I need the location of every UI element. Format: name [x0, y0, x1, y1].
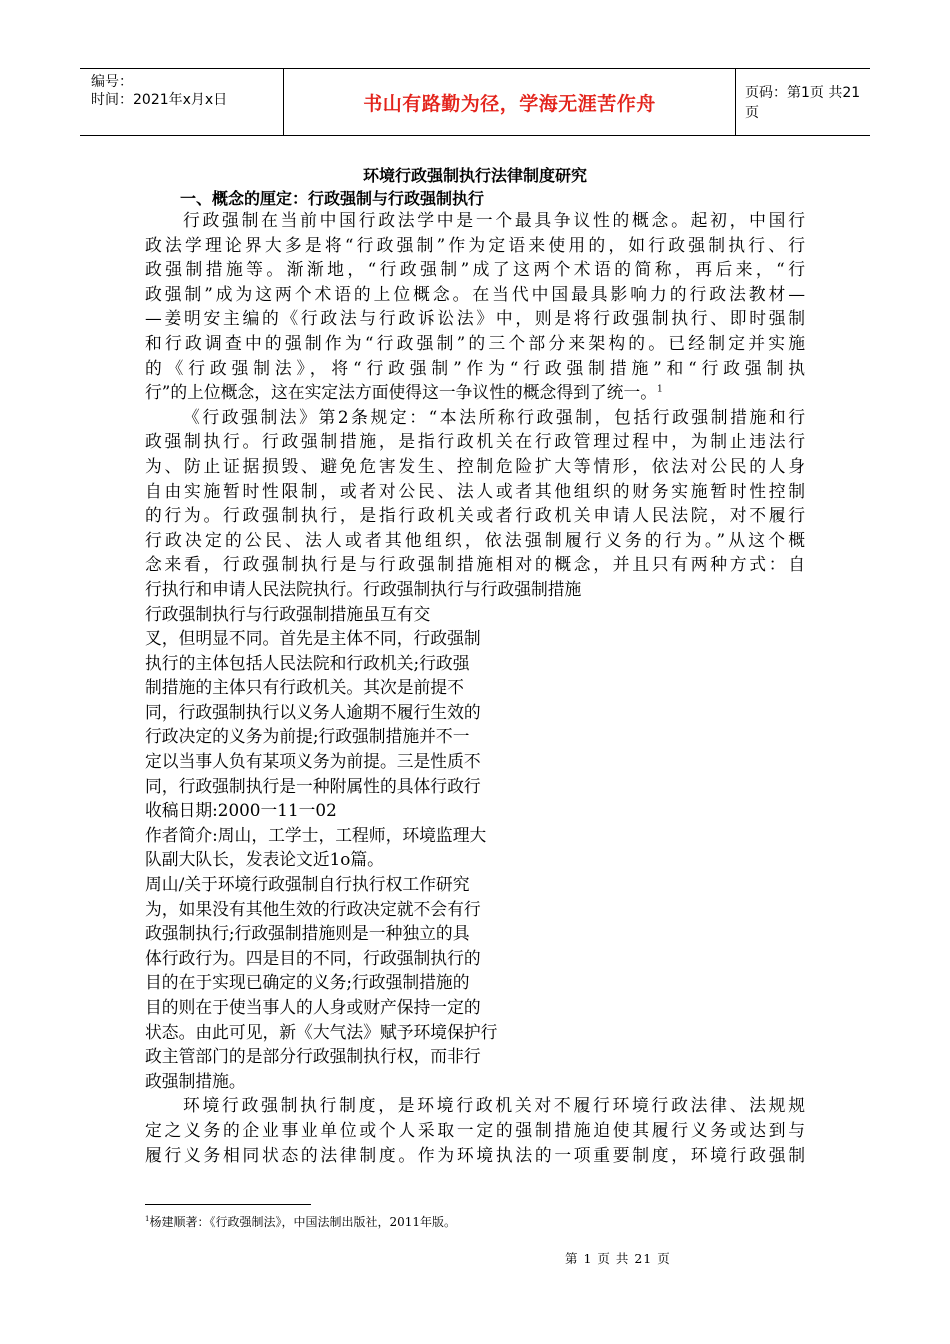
text-line-last — [145, 380, 805, 405]
header-motto-cell — [284, 69, 736, 135]
text-line: 念来看，行政强制执行是与行政强制措施相对的概念，并且只有两种方式：自 — [145, 554, 805, 575]
text-line: 政主管部门的是部分行政强制执行权，而非行 — [145, 1046, 481, 1067]
page-info: 页码：第1页 共21页 — [745, 85, 861, 121]
text-line: 同，行政强制执行以义务人逾期不履行生效的 — [145, 701, 481, 722]
text-line: 为、防止证据损毁、避免危害发生、控制危险扩大等情形，依法对公民的人身 — [145, 455, 805, 476]
document-title: 环境行政强制执行法律制度研究 — [362, 166, 587, 185]
text-line: 自由实施暂时性限制，或者对公民、法人或者其他组织的财务实施暂时性控制 — [145, 480, 805, 501]
text-line: 行政决定的公民、法人或者其他组织，依法强制履行义务的行为。”从这个概 — [145, 529, 805, 550]
text-line: 同，行政强制执行是一种附属性的具体行政行 — [145, 775, 481, 796]
text-line: 队副大队长，发表论文近1o篇。 — [145, 849, 384, 870]
text-line: —姜明安主编的《行政法与行政诉讼法》中，则是将行政强制执行、即时强制 — [145, 308, 805, 329]
section-heading: 一、概念的厘定：行政强制与行政强制执行 — [180, 189, 485, 208]
header-table — [80, 68, 870, 136]
text-line: 政强制执行。行政强制措施，是指行政机关在行政管理过程中，为制止违法行 — [145, 431, 805, 452]
text-line: 政强制执行;行政强制措施则是一种独立的具 — [145, 923, 470, 944]
text-line: 目的则在于使当事人的人身或财产保持一定的 — [145, 997, 481, 1017]
page-footer: 第 1 页 共 21 页 — [565, 1251, 671, 1266]
text-line: 行政强制在当前中国行政法学中是一个最具争议性的概念。起初，中国行 — [183, 210, 805, 230]
text-line: 政强制措施等。渐渐地，“行政强制”成了这两个术语的简称，再后来，“行 — [145, 259, 805, 280]
text-line: 体行政行为。四是目的不同，行政强制执行的 — [145, 947, 481, 968]
text-line: 行政决定的义务为前提;行政强制措施并不一 — [145, 726, 470, 747]
footnote-text: 杨建顺著：《行政强制法》，中国法制出版社，2011年版。 — [149, 1215, 457, 1229]
footnote-number: 1 — [145, 1215, 150, 1223]
text-line: 周山/关于环境行政强制自行执行权工作研究 — [145, 874, 470, 895]
text-line: 定以当事人负有某项义务为前提。三是性质不 — [145, 751, 481, 772]
text-line: 行执行和申请人民法院执行。行政强制执行与行政强制措施 — [145, 578, 582, 599]
text-line: 行政强制执行与行政强制措施虽互有交 — [145, 603, 431, 624]
number-label: 编号： — [91, 74, 133, 90]
text-line: 《行政强制法》第2条规定：“本法所称行政强制，包括行政强制措施和行 — [183, 406, 805, 427]
text-line: 政法学理论界大多是将“行政强制”作为定语来使用的，如行政强制执行、行 — [145, 234, 805, 255]
text-line: 为，如果没有其他生效的行政决定就不会有行 — [145, 898, 481, 919]
text-line: 定之义务的企业事业单位或个人采取一定的强制措施迫使其履行义务或达到与 — [145, 1119, 805, 1140]
text-line: 状态。由此可见，新《大气法》赋予环境保护行 — [145, 1021, 498, 1042]
text-line: 政强制”成为这两个术语的上位概念。在当代中国最具影响力的行政法教材— — [145, 283, 805, 304]
text-line: 和行政调查中的强制作为“行政强制”的三个部分来架构的。已经制定并实施 — [145, 332, 805, 353]
motto-text: 书山有路勤为径，学海无涯苦作舟 — [363, 92, 656, 115]
paragraph-1 — [145, 208, 805, 405]
text-line: 收稿日期:2000一11一02 — [145, 800, 337, 821]
document-body — [145, 208, 805, 1167]
paragraph-2 — [145, 405, 805, 602]
text-line: 叉，但明显不同。首先是主体不同，行政强制 — [145, 628, 481, 649]
text-line: 履行义务相同状态的法律制度。作为环境执法的一项重要制度，环境行政强制 — [145, 1144, 805, 1165]
time-label: 时间：2021年x月x日 — [91, 92, 228, 108]
text-line: 执行的主体包括人民法院和行政机关;行政强 — [145, 652, 470, 673]
text-line: 行”的上位概念，这在实定法方面使得这一争议性的概念得到了统一。 — [145, 382, 658, 403]
header-meta-cell — [80, 69, 284, 135]
paragraph-3 — [145, 602, 805, 1094]
footnote-marker[interactable]: 1 — [657, 384, 663, 395]
text-line: 的《行政强制法》，将“行政强制”作为“行政强制措施”和“行政强制执 — [145, 357, 805, 378]
text-line: 作者简介:周山，工学士，工程师，环境监理大 — [145, 824, 487, 845]
text-line: 的行为。行政强制执行，是指行政机关或者行政机关申请人民法院，对不履行 — [145, 505, 805, 526]
text-line: 政强制措施。 — [145, 1070, 246, 1091]
text-line: 制措施的主体只有行政机关。其次是前提不 — [145, 677, 464, 698]
text-line: 环境行政强制执行制度，是环境行政机关对不履行环境行政法律、法规规 — [183, 1095, 805, 1116]
footnote — [145, 1213, 456, 1230]
paragraph-4 — [145, 1093, 805, 1167]
footnote-separator — [145, 1204, 311, 1205]
text-line: 目的在于实现已确定的义务;行政强制措施的 — [145, 972, 470, 993]
header-page-cell — [736, 69, 870, 135]
